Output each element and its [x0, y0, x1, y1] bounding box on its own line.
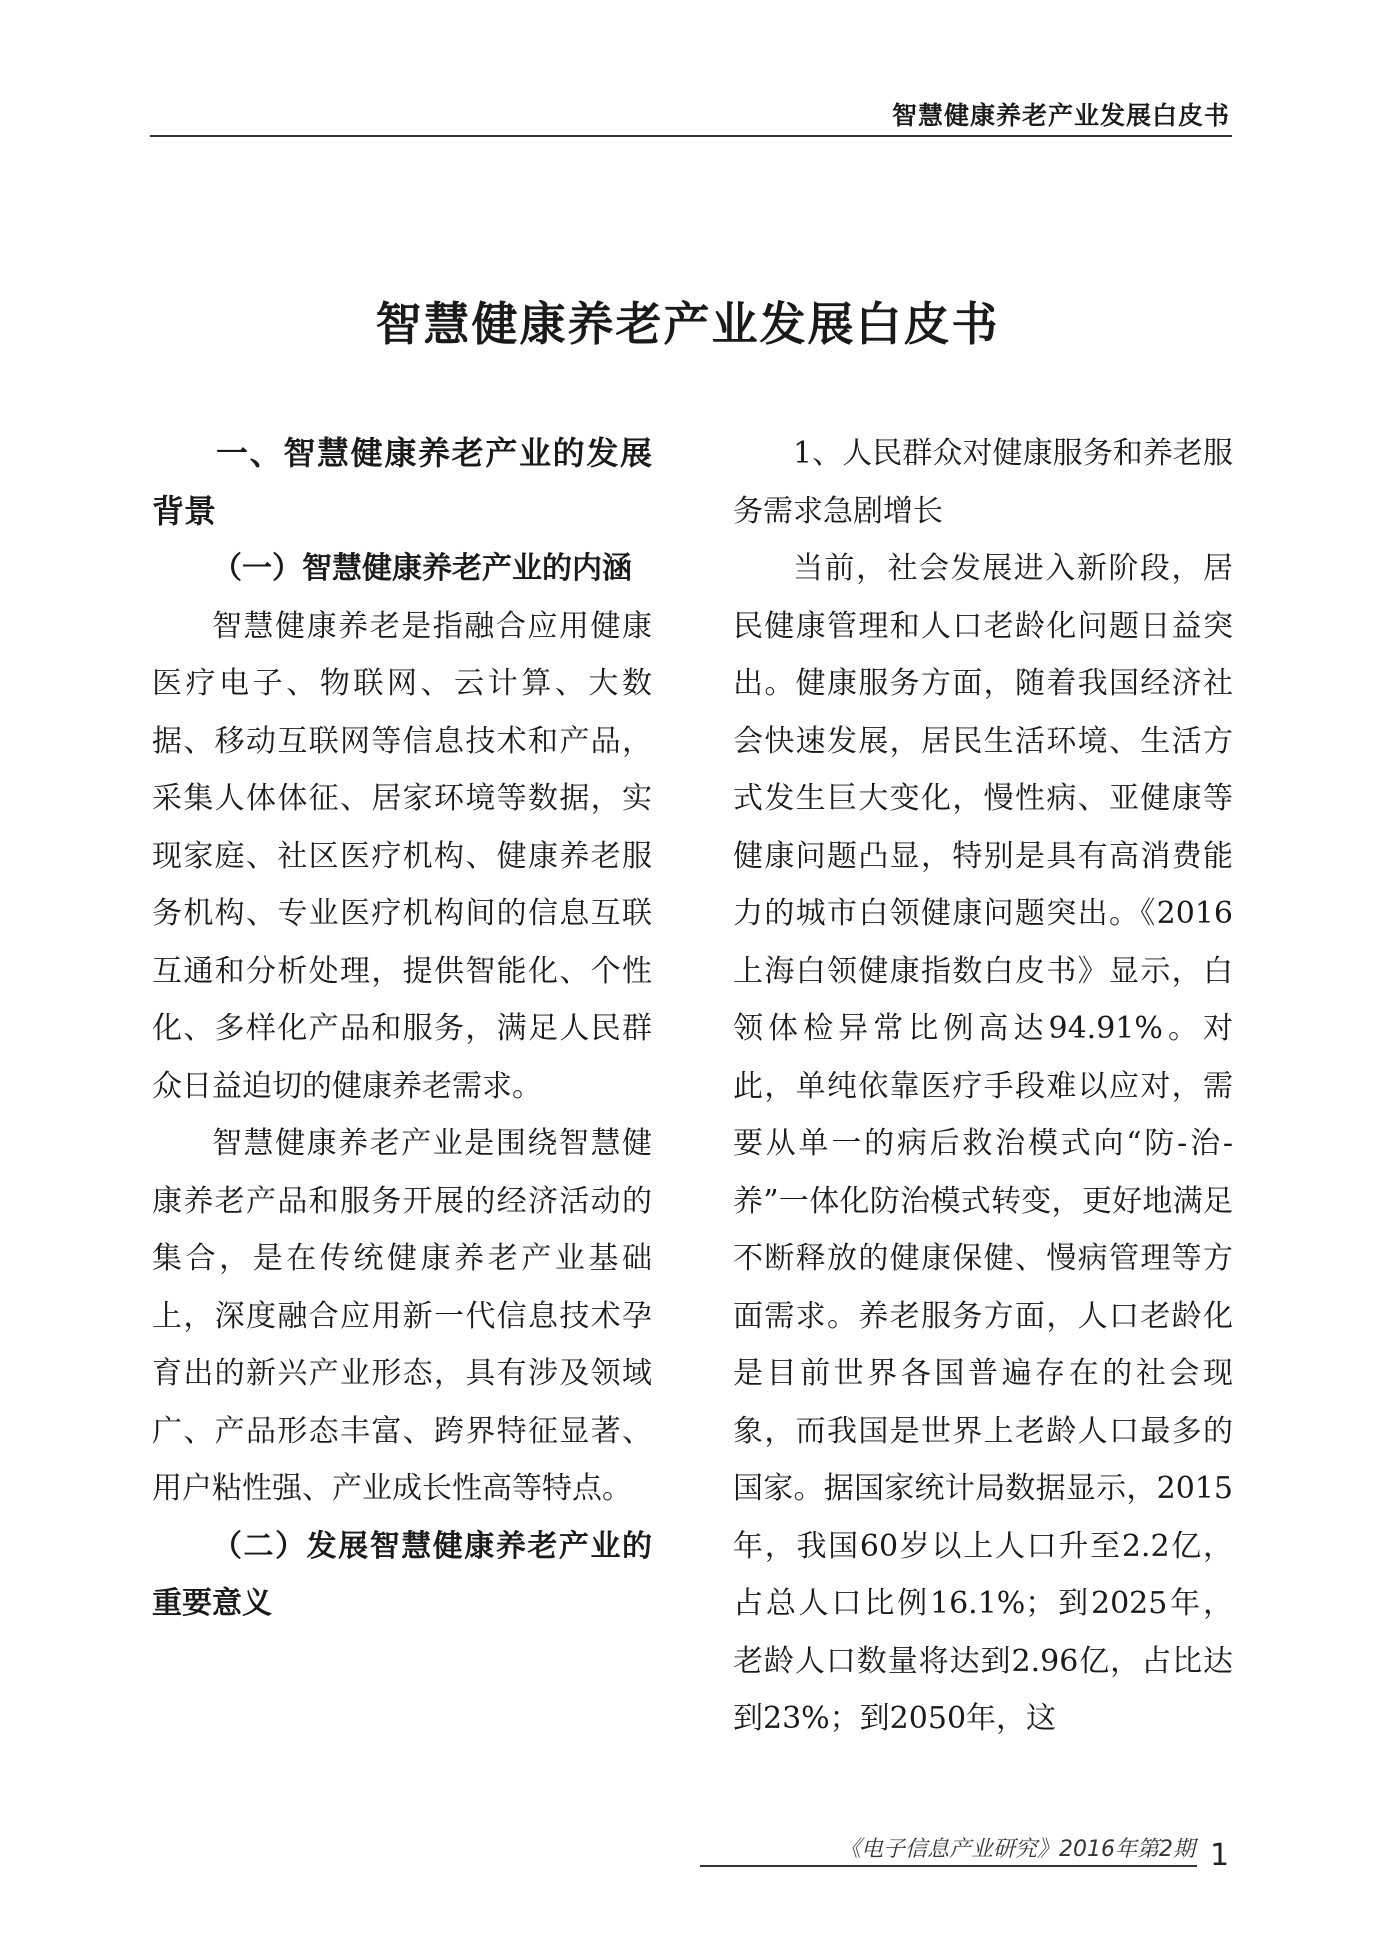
paragraph: 智慧健康养老是指融合应用健康医疗电子、物联网、云计算、大数据、移动互联网等信息技术和产品，采集人体体征、居家环境等数据，实现家庭、社区医疗机构、健康养老服务机构、专业医疗机构间的信息互联互通和分析处理，提供智能化、个性化、多样化产品和服务，满足人民群众日益迫切的健康养老需求。 [152, 608, 652, 1104]
page-title: 智慧健康养老产业发展白皮书 [375, 297, 1000, 351]
footer-rule [700, 1865, 1197, 1867]
header-rule [150, 135, 1232, 137]
point-heading: 1、人民群众对健康服务和养老服务需求急剧增长 [733, 436, 1233, 529]
section-heading: 一、智慧健康养老产业的发展背景 [152, 434, 652, 530]
paragraph: 智慧健康养老产业是围绕智慧健康养老产品和服务开展的经济活动的集合，是在传统健康养老产业基础上，深度融合应用新一代信息技术孕育出的新兴产业形态，具有涉及领域广、产品形态丰富、跨界特征显著、用户粘性强、产业成长性高等特点。 [152, 1126, 652, 1506]
journal-footer: 《电子信息产业研究》2016年第2期 [839, 1837, 1195, 1862]
running-header: 智慧健康养老产业发展白皮书 [891, 101, 1230, 130]
subsection-heading: （二）发展智慧健康养老产业的重要意义 [152, 1528, 652, 1621]
page-number: 1 [1210, 1838, 1230, 1873]
subsection-heading: （一）智慧健康养老产业的内涵 [212, 551, 632, 586]
right-column [733, 425, 1233, 1748]
left-column [152, 425, 652, 1633]
paragraph: 当前，社会发展进入新阶段，居民健康管理和人口老龄化问题日益突出。健康服务方面，随着我国经济社会快速发展，居民生活环境、生活方式发生巨大变化，慢性病、亚健康等健康问题凸显，特别是具有高消费能力的城市白领健康问题突出。《2016上海白领健康指数白皮书》显示，白领体检异常比例高达94.91%。对此，单纯依靠医疗手段难以应对，需要从单一的病后救治模式向“防-治-养”一体化防治模式转变，更好地满足不断释放的健康保健、慢病管理等方面需求。养老服务方面，人口老龄化是目前世界各国普遍存在的社会现象，而我国是世界上老龄人口最多的国家。据国家统计局数据显示，2015年，我国60岁以上人口升至2.2亿，占总人口比例16.1%；到2025年，老龄人口数量将达到2.96亿，占比达到23%；到2050年，这 [733, 551, 1233, 1736]
